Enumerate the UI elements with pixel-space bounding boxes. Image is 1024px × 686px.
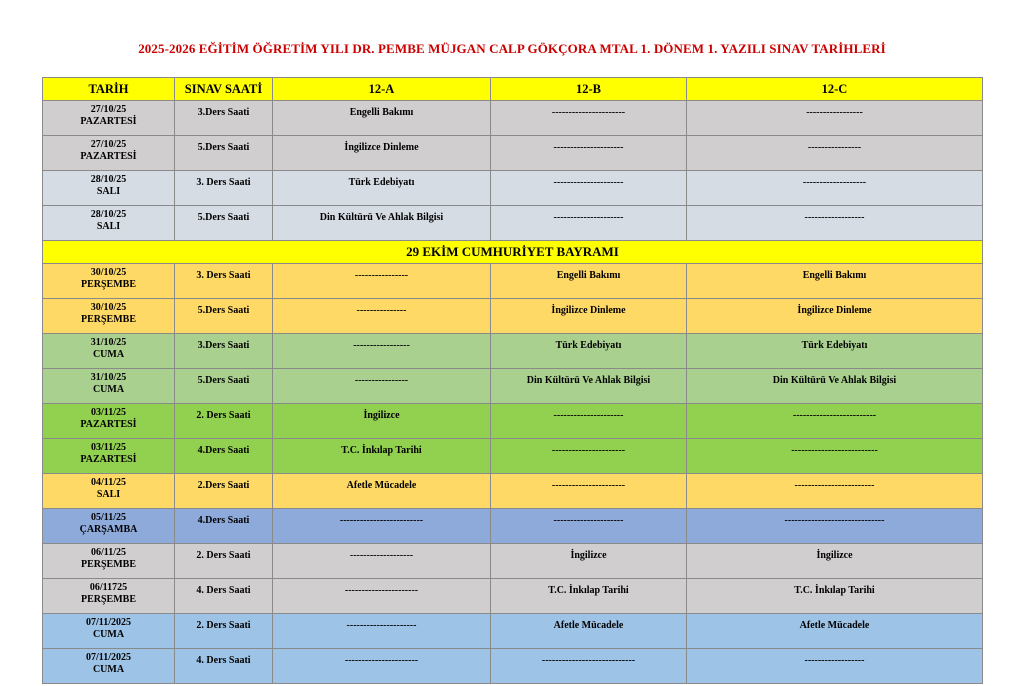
table-row [43, 649, 983, 684]
exam-time-text: 5.Ders Saati [197, 305, 250, 316]
class-12b-cell [491, 171, 687, 206]
day-text: ÇARŞAMBA [79, 524, 138, 535]
date-text: 07/11/2025 [85, 617, 131, 628]
class-12c-cell [687, 649, 983, 684]
class-12b-text: İngilizce [570, 550, 607, 561]
class-12c-text: Türk Edebiyatı [801, 340, 868, 351]
date-cell [43, 299, 175, 334]
class-12b-cell [491, 206, 687, 241]
date-cell [43, 544, 175, 579]
table-row [43, 369, 983, 404]
class-12c-cell [687, 579, 983, 614]
date-cell [43, 649, 175, 684]
exam-time-text: 4. Ders Saati [196, 655, 251, 666]
header-exam-time: SINAV SAATİ [175, 78, 273, 101]
class-12b-text: Afetle Mücadele [553, 620, 624, 631]
holiday-section [43, 241, 983, 264]
exam-time-cell [175, 171, 273, 206]
table-row [43, 579, 983, 614]
class-12a-text: ------------------------- [339, 515, 424, 526]
date-cell [43, 136, 175, 171]
class-12c-text: ------------------------ [794, 480, 875, 491]
class-12a-cell [273, 171, 491, 206]
class-12c-text: ------------------- [802, 177, 867, 188]
class-12b-cell [491, 439, 687, 474]
class-12c-cell [687, 299, 983, 334]
date-text: 03/11/25 [90, 407, 126, 418]
day-text: PERŞEMBE [80, 594, 136, 605]
class-12b-text: T.C. İnkılap Tarihi [548, 585, 629, 596]
class-12c-text: Din Kültürü Ve Ahlak Bilgisi [772, 375, 897, 386]
class-12b-text: ---------------------------- [541, 655, 636, 666]
exam-time-text: 5.Ders Saati [197, 212, 250, 223]
table-row [43, 334, 983, 369]
exam-time-cell [175, 439, 273, 474]
exam-time-text: 4.Ders Saati [197, 445, 250, 456]
class-12a-text: ---------------- [354, 270, 409, 281]
day-text: PERŞEMBE [80, 279, 136, 290]
class-12c-cell [687, 474, 983, 509]
exam-time-cell [175, 136, 273, 171]
class-12a-cell [273, 509, 491, 544]
date-cell [43, 579, 175, 614]
schedule-before-holiday [43, 101, 983, 241]
date-text: 05/11/25 [90, 512, 126, 523]
day-text: CUMA [92, 349, 125, 360]
date-cell [43, 614, 175, 649]
table-header-row [43, 78, 983, 101]
class-12b-cell [491, 474, 687, 509]
date-text: 27/10/25 [90, 104, 127, 115]
header-12c: 12-C [687, 78, 983, 101]
class-12b-text: --------------------- [553, 142, 624, 153]
class-12a-text: ---------------------- [344, 655, 419, 666]
exam-time-text: 3. Ders Saati [196, 177, 251, 188]
class-12a-text: Engelli Bakımı [349, 107, 414, 118]
class-12c-text: İngilizce Dinleme [797, 305, 872, 316]
class-12a-cell [273, 136, 491, 171]
class-12b-text: --------------------- [553, 515, 624, 526]
table-row [43, 614, 983, 649]
class-12c-cell [687, 544, 983, 579]
class-12c-text: -------------------------- [791, 445, 878, 456]
class-12a-text: Afetle Mücadele [346, 480, 417, 491]
day-text: CUMA [92, 629, 125, 640]
exam-time-cell [175, 264, 273, 299]
date-text: 06/11725 [89, 582, 128, 593]
class-12c-cell [687, 334, 983, 369]
class-12b-text: ---------------------- [551, 480, 626, 491]
class-12b-cell [491, 404, 687, 439]
class-12b-cell [491, 509, 687, 544]
class-12c-text: ------------------ [804, 212, 865, 223]
class-12a-cell [273, 369, 491, 404]
class-12c-cell [687, 206, 983, 241]
class-12b-cell [491, 264, 687, 299]
table-row [43, 171, 983, 206]
class-12c-cell [687, 404, 983, 439]
class-12a-text: ------------------- [349, 550, 414, 561]
date-text: 30/10/25 [90, 267, 127, 278]
class-12a-cell [273, 404, 491, 439]
class-12a-text: Türk Edebiyatı [348, 177, 415, 188]
exam-time-cell [175, 334, 273, 369]
exam-time-cell [175, 206, 273, 241]
class-12c-cell [687, 439, 983, 474]
day-text: SALI [96, 186, 121, 197]
class-12a-cell [273, 206, 491, 241]
class-12a-cell [273, 101, 491, 136]
exam-time-text: 2. Ders Saati [196, 550, 251, 561]
day-text: CUMA [92, 384, 125, 395]
day-text: SALI [96, 221, 121, 232]
class-12a-text: ----------------- [353, 340, 410, 351]
class-12b-cell [491, 101, 687, 136]
table-row [43, 299, 983, 334]
class-12b-text: İngilizce Dinleme [551, 305, 626, 316]
date-text: 30/10/25 [90, 302, 127, 313]
class-12c-text: ------------------------------ [784, 515, 885, 526]
exam-time-cell [175, 579, 273, 614]
day-text: SALI [96, 489, 121, 500]
class-12b-text: Türk Edebiyatı [555, 340, 622, 351]
exam-time-text: 5.Ders Saati [197, 375, 250, 386]
class-12a-cell [273, 544, 491, 579]
day-text: PAZARTESİ [80, 419, 137, 430]
table-row [43, 439, 983, 474]
class-12c-cell [687, 136, 983, 171]
class-12b-cell [491, 369, 687, 404]
class-12b-text: ---------------------- [551, 107, 626, 118]
class-12a-cell [273, 474, 491, 509]
date-text: 31/10/25 [90, 337, 127, 348]
class-12c-text: ------------------ [804, 655, 865, 666]
table-row [43, 264, 983, 299]
class-12a-cell [273, 614, 491, 649]
class-12b-text: --------------------- [553, 212, 624, 223]
class-12c-text: ----------------- [806, 107, 863, 118]
class-12a-cell [273, 439, 491, 474]
exam-time-cell [175, 649, 273, 684]
class-12a-cell [273, 299, 491, 334]
date-text: 31/10/25 [90, 372, 127, 383]
date-cell [43, 264, 175, 299]
page-title: 2025-2026 EĞİTİM ÖĞRETİM YILI DR. PEMBE MÜJGAN CALP GÖKÇORA MTAL 1. DÖNEM 1. YAZILI SINAV TARİHLERİ [138, 41, 886, 56]
table-row [43, 509, 983, 544]
class-12c-text: Afetle Mücadele [799, 620, 870, 631]
date-text: 28/10/25 [90, 209, 127, 220]
date-cell [43, 509, 175, 544]
table-row [43, 474, 983, 509]
class-12c-text: İngilizce [816, 550, 853, 561]
class-12c-cell [687, 264, 983, 299]
class-12a-text: İngilizce [363, 410, 400, 421]
schedule-after-holiday [43, 264, 983, 684]
header-date: TARİH [43, 78, 175, 101]
date-cell [43, 439, 175, 474]
class-12a-text: İngilizce Dinleme [344, 142, 419, 153]
class-12a-cell [273, 334, 491, 369]
header-12a: 12-A [273, 78, 491, 101]
class-12c-cell [687, 369, 983, 404]
table-row [43, 206, 983, 241]
day-text: PAZARTESİ [80, 454, 137, 465]
table-row [43, 136, 983, 171]
class-12b-cell [491, 334, 687, 369]
class-12c-cell [687, 101, 983, 136]
exam-time-text: 4. Ders Saati [196, 585, 251, 596]
class-12b-text: --------------------- [553, 177, 624, 188]
class-12a-text: ---------------- [354, 375, 409, 386]
class-12b-cell [491, 299, 687, 334]
exam-time-cell [175, 404, 273, 439]
class-12a-cell [273, 264, 491, 299]
date-cell [43, 404, 175, 439]
date-text: 27/10/25 [90, 139, 127, 150]
exam-time-cell [175, 509, 273, 544]
exam-time-cell [175, 369, 273, 404]
class-12b-text: Engelli Bakımı [556, 270, 621, 281]
table-row [43, 404, 983, 439]
day-text: PAZARTESİ [80, 116, 137, 127]
date-cell [43, 206, 175, 241]
class-12b-cell [491, 614, 687, 649]
exam-time-cell [175, 614, 273, 649]
exam-time-text: 2. Ders Saati [196, 620, 251, 631]
exam-time-text: 4.Ders Saati [197, 515, 250, 526]
class-12c-cell [687, 171, 983, 206]
class-12a-text: Din Kültürü Ve Ahlak Bilgisi [319, 212, 444, 223]
exam-time-text: 3.Ders Saati [197, 340, 250, 351]
class-12b-cell [491, 136, 687, 171]
date-text: 04/11/25 [90, 477, 126, 488]
day-text: PAZARTESİ [80, 151, 137, 162]
class-12b-text: ---------------------- [551, 445, 626, 456]
date-text: 07/11/2025 [85, 652, 131, 663]
exam-time-text: 3. Ders Saati [196, 270, 251, 281]
class-12a-cell [273, 579, 491, 614]
date-cell [43, 101, 175, 136]
class-12b-cell [491, 544, 687, 579]
date-cell [43, 369, 175, 404]
exam-time-cell [175, 299, 273, 334]
exam-time-cell [175, 544, 273, 579]
exam-time-text: 2.Ders Saati [197, 480, 250, 491]
class-12c-cell [687, 509, 983, 544]
class-12a-cell [273, 649, 491, 684]
date-text: 06/11/25 [90, 547, 126, 558]
class-12b-text: Din Kültürü Ve Ahlak Bilgisi [526, 375, 651, 386]
date-text: 28/10/25 [90, 174, 127, 185]
day-text: CUMA [92, 664, 125, 675]
holiday-banner: 29 EKİM CUMHURİYET BAYRAMI [43, 241, 983, 264]
class-12b-text: --------------------- [553, 410, 624, 421]
exam-time-cell [175, 101, 273, 136]
exam-time-cell [175, 474, 273, 509]
class-12a-text: T.C. İnkılap Tarihi [341, 445, 422, 456]
date-cell [43, 334, 175, 369]
class-12a-text: ---------------------- [344, 585, 419, 596]
exam-time-text: 5.Ders Saati [197, 142, 250, 153]
date-cell [43, 474, 175, 509]
date-cell [43, 171, 175, 206]
class-12c-cell [687, 614, 983, 649]
class-12b-cell [491, 649, 687, 684]
class-12c-text: T.C. İnkılap Tarihi [794, 585, 875, 596]
day-text: PERŞEMBE [80, 559, 136, 570]
class-12c-text: ---------------- [807, 142, 862, 153]
exam-schedule-table [42, 77, 983, 684]
class-12a-text: --------------------- [346, 620, 417, 631]
day-text: PERŞEMBE [80, 314, 136, 325]
class-12c-text: Engelli Bakımı [802, 270, 867, 281]
exam-time-text: 3.Ders Saati [197, 107, 250, 118]
class-12c-text: ------------------------- [792, 410, 877, 421]
holiday-banner-row [43, 241, 983, 264]
header-12b: 12-B [491, 78, 687, 101]
class-12a-text: --------------- [356, 305, 407, 316]
table-row [43, 101, 983, 136]
exam-time-text: 2. Ders Saati [196, 410, 251, 421]
table-row [43, 544, 983, 579]
date-text: 03/11/25 [90, 442, 126, 453]
class-12b-cell [491, 579, 687, 614]
